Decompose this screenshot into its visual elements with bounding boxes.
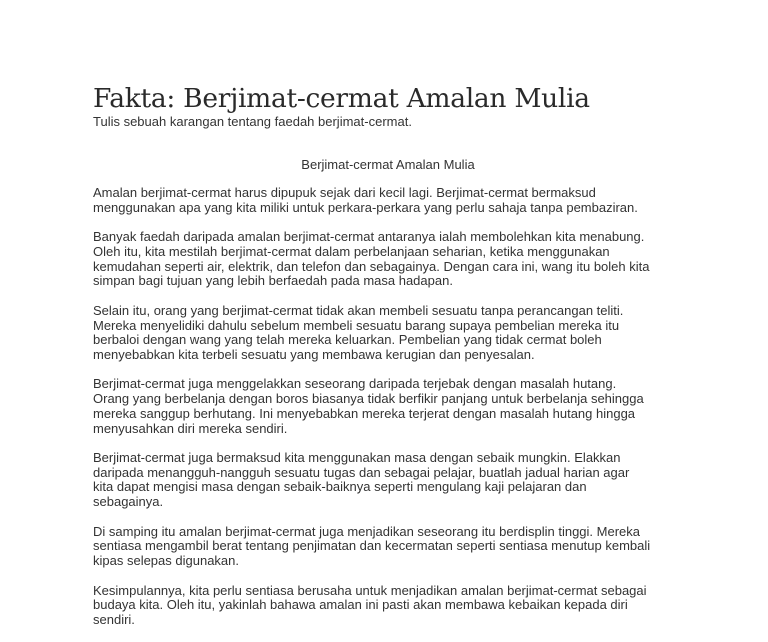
paragraph-line: menyebabkan kita terbeli sesuatu yang membawa kerugian dan penyesalan.: [93, 346, 535, 362]
paragraph-line: kemudahan seperti air, elektrik, dan telefon dan sebagainya. Dengan cara ini, wang itu boleh kita: [93, 258, 650, 274]
paragraph-line: menyusahkan diri mereka sendiri.: [93, 420, 288, 436]
paragraph-line: sentiasa mengambil berat tentang penjimatan dan kecermatan seperti sentiasa menutup kembali: [93, 538, 651, 554]
essay-paragraph-7: [93, 584, 683, 628]
essay-paragraph-3: [93, 304, 683, 363]
essay-heading: Berjimat-cermat Amalan Mulia: [301, 157, 475, 172]
paragraph-line: mereka sanggup berhutang. Ini menyebabkan mereka terjerat dengan masalah hutang hingga: [93, 405, 636, 421]
paragraph-line: Selain itu, orang yang berjimat-cermat tidak akan membeli sesuatu tanpa perancangan teliti.: [93, 302, 624, 318]
paragraph-line: Kesimpulannya, kita perlu sentiasa berusaha untuk menjadikan amalan berjimat-cermat sebagai: [93, 582, 647, 598]
paragraph-line: Orang yang berbelanja dengan boros biasanya tidak berfikir panjang untuk berbelanja sehingga: [93, 391, 644, 407]
paragraph-line: budaya kita. Oleh itu, yakinlah bahawa amalan ini pasti akan membawa kebaikan kepada diri: [93, 597, 628, 613]
paragraph-line: Berjimat-cermat juga bermaksud kita menggunakan masa dengan sebaik mungkin. Elakkan: [93, 450, 621, 466]
page-subtitle: Tulis sebuah karangan tentang faedah berjimat-cermat.: [93, 114, 412, 129]
paragraph-line: daripada menangguh-nangguh sesuatu tugas dan sebagai pelajar, buatlah jadual harian agar: [93, 464, 630, 480]
essay-paragraph-4: [93, 377, 683, 436]
paragraph-line: berbaloi dengan wang yang telah mereka keluarkan. Pembelian yang tidak cermat boleh: [93, 332, 602, 348]
paragraph-line: kita dapat mengisi masa dengan sebaik-baiknya seperti mengulang kaji pelajaran dan: [93, 479, 587, 495]
essay-paragraph-5: [93, 451, 683, 510]
essay-paragraph-1: [93, 186, 683, 215]
paragraph-line: Mereka menyelidiki dahulu sebelum membeli sesuatu barang supaya pembelian mereka itu: [93, 317, 620, 333]
paragraph-line: Di samping itu amalan berjimat-cermat juga menjadikan seseorang itu berdisplin tinggi. Mereka: [93, 523, 640, 539]
paragraph-line: Banyak faedah daripada amalan berjimat-cermat antaranya ialah membolehkan kita menabung.: [93, 229, 645, 245]
paragraph-line: Oleh itu, kita mestilah berjimat-cermat dalam perbelanjaan seharian, ketika menggunakan: [93, 243, 610, 259]
essay-paragraph-2: [93, 230, 683, 289]
document-page: [93, 84, 683, 642]
paragraph-line: menggunakan apa yang kita miliki untuk perkara-perkara yang perlu sahaja tanpa pembaziran.: [93, 199, 638, 215]
paragraph-line: Amalan berjimat-cermat harus dipupuk sejak dari kecil lagi. Berjimat-cermat bermaksud: [93, 185, 596, 200]
essay-body: [93, 186, 683, 628]
essay-paragraph-6: [93, 525, 683, 569]
paragraph-line: kipas selepas digunakan.: [93, 553, 239, 569]
paragraph-line: simpan bagi tujuan yang lebih berfaedah pada masa hadapan.: [93, 273, 453, 289]
paragraph-line: sendiri.: [93, 611, 135, 627]
page-title: Fakta: Berjimat-cermat Amalan Mulia: [93, 83, 590, 114]
paragraph-line: sebagainya.: [93, 494, 164, 510]
paragraph-line: Berjimat-cermat juga menggelakkan seseorang daripada terjebak dengan masalah hutang.: [93, 376, 617, 392]
